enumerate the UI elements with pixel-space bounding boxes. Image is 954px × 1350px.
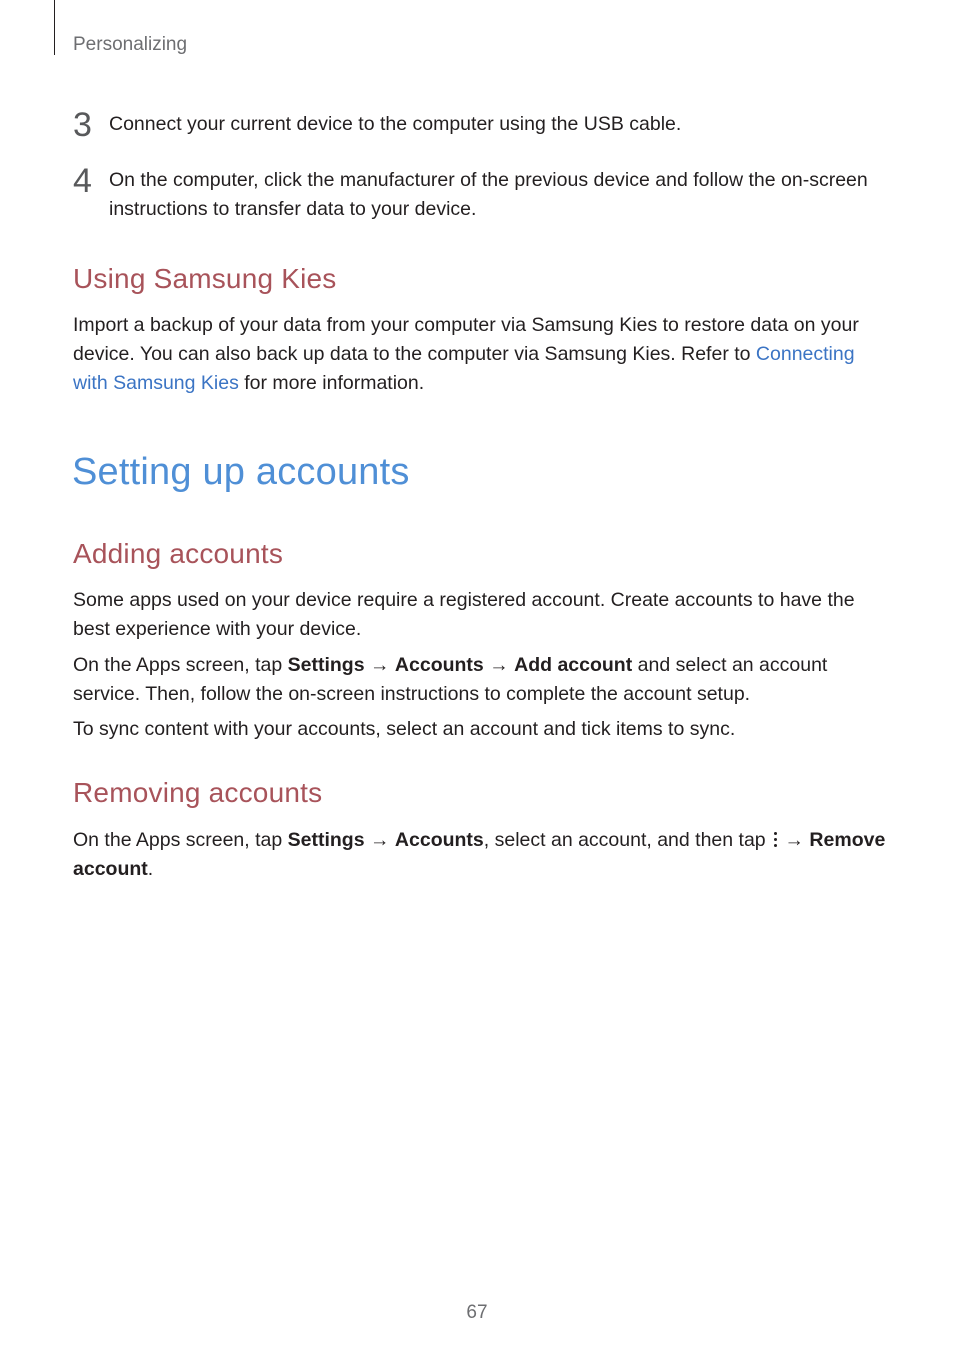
heading-adding-accounts: Adding accounts	[73, 538, 284, 569]
remove-account-label: Remove account	[73, 829, 886, 880]
heading-using-samsung-kies: Using Samsung Kies	[73, 263, 337, 294]
removing-paragraph	[73, 826, 888, 884]
accounts-label: Accounts	[394, 829, 484, 851]
kies-text: Import a backup of your data from your computer via Samsung Kies to restore data on your device. You can also back up data to the computer via Samsung Kies. Refer to	[73, 314, 859, 365]
text: and select an account service. Then, follow the on-screen instructions to complete the account setup.	[73, 654, 828, 705]
text: , select an account, and then tap	[483, 829, 772, 851]
kies-text-end: for more information.	[238, 372, 425, 394]
adding-paragraph-2	[73, 651, 888, 709]
step-text: On the computer, click the manufacturer of the previous device and follow the on-screen instructions to transfer data to your device.	[109, 169, 868, 220]
more-options-icon	[773, 830, 777, 849]
kies-paragraph	[73, 311, 888, 398]
link-connecting-with-kies[interactable]: Connecting with Samsung Kies	[73, 343, 855, 394]
page-title: Setting up accounts	[72, 451, 410, 493]
arrow-icon: →	[364, 829, 395, 851]
settings-label: Settings	[287, 829, 365, 851]
step-number: 3	[73, 106, 92, 144]
accounts-label: Accounts	[394, 654, 484, 676]
text: .	[147, 858, 154, 880]
adding-paragraph-1: Some apps used on your device require a registered account. Create accounts to have the best experience with your device.	[73, 589, 855, 640]
margin-rule	[54, 0, 55, 55]
text: On the Apps screen, tap	[73, 654, 288, 676]
adding-paragraph-3: To sync content with your accounts, select an account and tick items to sync.	[73, 718, 736, 740]
step-text: Connect your current device to the computer using the USB cable.	[109, 113, 682, 135]
text: On the Apps screen, tap	[73, 829, 288, 851]
step-number: 4	[73, 162, 92, 200]
settings-label: Settings	[287, 654, 365, 676]
section-label: Personalizing	[73, 34, 188, 55]
arrow-icon: →	[364, 654, 395, 676]
heading-removing-accounts: Removing accounts	[73, 777, 323, 808]
add-account-label: Add account	[514, 654, 633, 676]
page-number: 67	[466, 1302, 488, 1323]
arrow-icon: →	[779, 829, 810, 851]
arrow-icon: →	[483, 654, 515, 676]
